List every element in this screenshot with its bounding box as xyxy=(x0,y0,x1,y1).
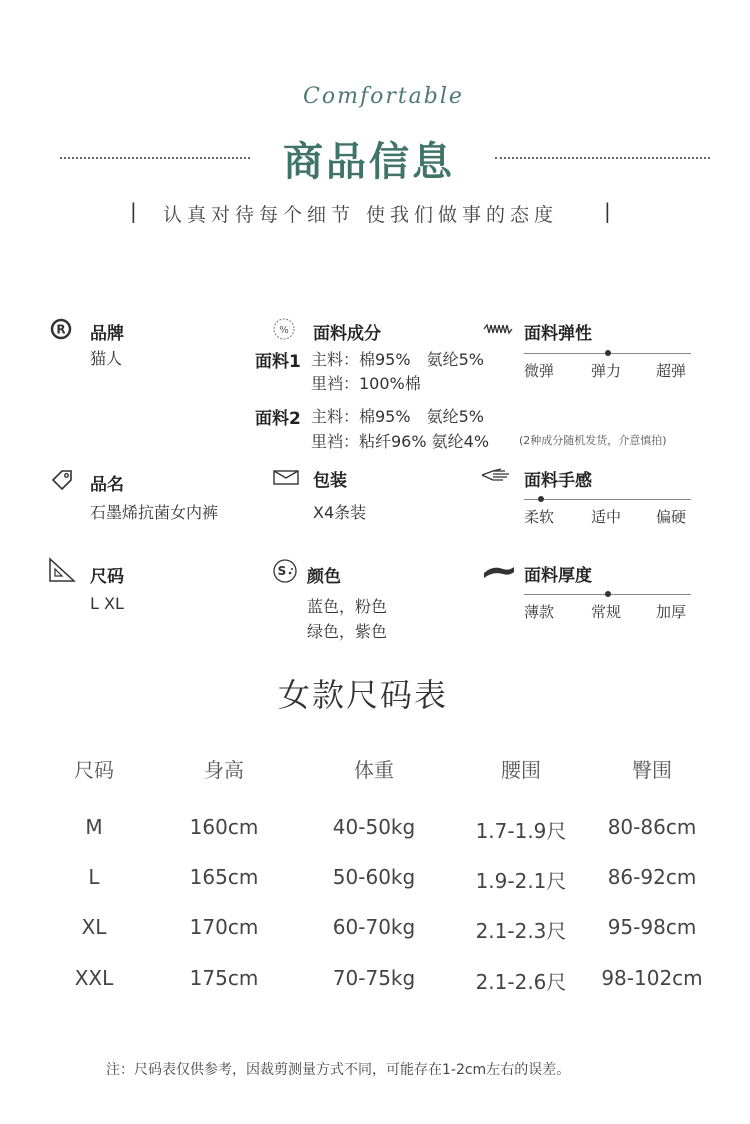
footnote: 注：尺码表仅供参考，因裁剪测量方式不同，可能存在1-2cm左右的误差。 xyxy=(106,1062,571,1078)
elasticity-option-high: 超弹 xyxy=(656,362,687,380)
fabric2-lining: 里裆：粘纤96% 氨纶4% xyxy=(311,432,490,451)
table-header-waist: 腰围 xyxy=(501,758,541,782)
script-title: Comfortable xyxy=(303,84,464,109)
fabric2-main: 主料：棉95% 氨纶5% xyxy=(311,407,484,426)
left-divider xyxy=(60,157,250,159)
table-cell-waist: 1.7-1.9尺 xyxy=(475,819,567,843)
table-cell-weight: 50-60kg xyxy=(332,865,416,889)
table-cell-weight: 60-70kg xyxy=(332,915,416,939)
table-cell-size: XL xyxy=(81,915,107,939)
table-header-hip: 臀围 xyxy=(632,758,672,782)
tag-icon xyxy=(50,468,74,496)
table-cell-size: M xyxy=(85,815,103,839)
color-palette-icon xyxy=(272,558,298,588)
fabric1-label: 面料1 xyxy=(255,352,301,372)
svg-text:%: % xyxy=(279,325,289,336)
size-label: 尺码 xyxy=(90,567,124,587)
thickness-option-mid: 常规 xyxy=(591,603,622,621)
elasticity-option-mid: 弹力 xyxy=(591,362,622,380)
tagline-bar-right: | xyxy=(604,199,611,223)
page-title: 商品信息 xyxy=(283,139,455,185)
table-header-weight: 体重 xyxy=(354,758,394,782)
fabric2-note: (2种成分随机发货，介意慎拍) xyxy=(519,434,667,447)
brand-value: 猫人 xyxy=(90,349,123,368)
table-cell-height: 165cm xyxy=(189,865,259,889)
table-cell-height: 175cm xyxy=(189,966,259,990)
elasticity-label: 面料弹性 xyxy=(524,324,592,344)
thickness-label: 面料厚度 xyxy=(524,566,592,586)
size-table-title: 女款尺码表 xyxy=(278,676,449,714)
hand-feel-option-high: 偏硬 xyxy=(656,508,687,526)
package-value: X4条装 xyxy=(313,503,367,522)
table-cell-height: 160cm xyxy=(189,815,259,839)
thickness-scale-marker xyxy=(605,591,611,597)
hand-icon xyxy=(481,466,515,486)
table-header-size: 尺码 xyxy=(74,758,114,782)
table-cell-waist: 2.1-2.6尺 xyxy=(475,970,567,994)
hand-feel-scale-line xyxy=(524,499,691,500)
hand-feel-option-low: 柔软 xyxy=(524,508,555,526)
right-divider xyxy=(495,157,710,159)
name-label: 品名 xyxy=(90,475,124,495)
table-cell-waist: 1.9-2.1尺 xyxy=(475,869,567,893)
table-cell-weight: 70-75kg xyxy=(332,966,416,990)
fabric-label: 面料成分 xyxy=(313,324,381,344)
hand-feel-scale-marker xyxy=(538,496,544,502)
svg-text:R: R xyxy=(56,322,66,337)
fabric1-lining: 里裆：100%棉 xyxy=(311,374,421,393)
table-cell-hip: 80-86cm xyxy=(607,815,697,839)
table-cell-size: XXL xyxy=(74,966,114,990)
fabric-layers-icon xyxy=(483,563,515,583)
color-line1: 蓝色，粉色 xyxy=(307,597,388,616)
tagline-bar-left: | xyxy=(130,199,137,223)
tagline: 认真对待每个细节 使我们做事的态度 xyxy=(163,204,559,226)
table-cell-size: L xyxy=(88,865,100,889)
hand-feel-option-mid: 适中 xyxy=(591,508,622,526)
spring-icon xyxy=(483,322,513,340)
svg-text:S: S xyxy=(277,564,287,578)
table-cell-weight: 40-50kg xyxy=(332,815,416,839)
table-cell-waist: 2.1-2.3尺 xyxy=(475,919,567,943)
table-cell-hip: 86-92cm xyxy=(607,865,697,889)
fabric2-label: 面料2 xyxy=(255,409,301,429)
table-header-height: 身高 xyxy=(204,758,244,782)
ruler-triangle-icon xyxy=(48,557,76,587)
box-icon xyxy=(272,466,300,490)
package-label: 包装 xyxy=(313,471,347,491)
elasticity-option-low: 微弹 xyxy=(524,362,555,380)
thickness-option-low: 薄款 xyxy=(524,603,555,621)
table-cell-hip: 95-98cm xyxy=(607,915,697,939)
color-line2: 绿色，紫色 xyxy=(307,622,388,641)
table-cell-hip: 98-102cm xyxy=(601,966,703,990)
color-label: 颜色 xyxy=(307,567,341,587)
brand-label: 品牌 xyxy=(90,324,124,344)
size-value: L XL xyxy=(90,594,124,613)
hand-feel-label: 面料手感 xyxy=(524,471,592,491)
elasticity-scale-marker xyxy=(605,350,611,356)
name-value: 石墨烯抗菌女内裤 xyxy=(90,503,219,522)
percent-icon xyxy=(272,317,296,345)
registered-icon xyxy=(50,318,72,344)
thickness-option-high: 加厚 xyxy=(656,603,687,621)
table-cell-height: 170cm xyxy=(189,915,259,939)
fabric1-main: 主料：棉95% 氨纶5% xyxy=(311,350,484,369)
